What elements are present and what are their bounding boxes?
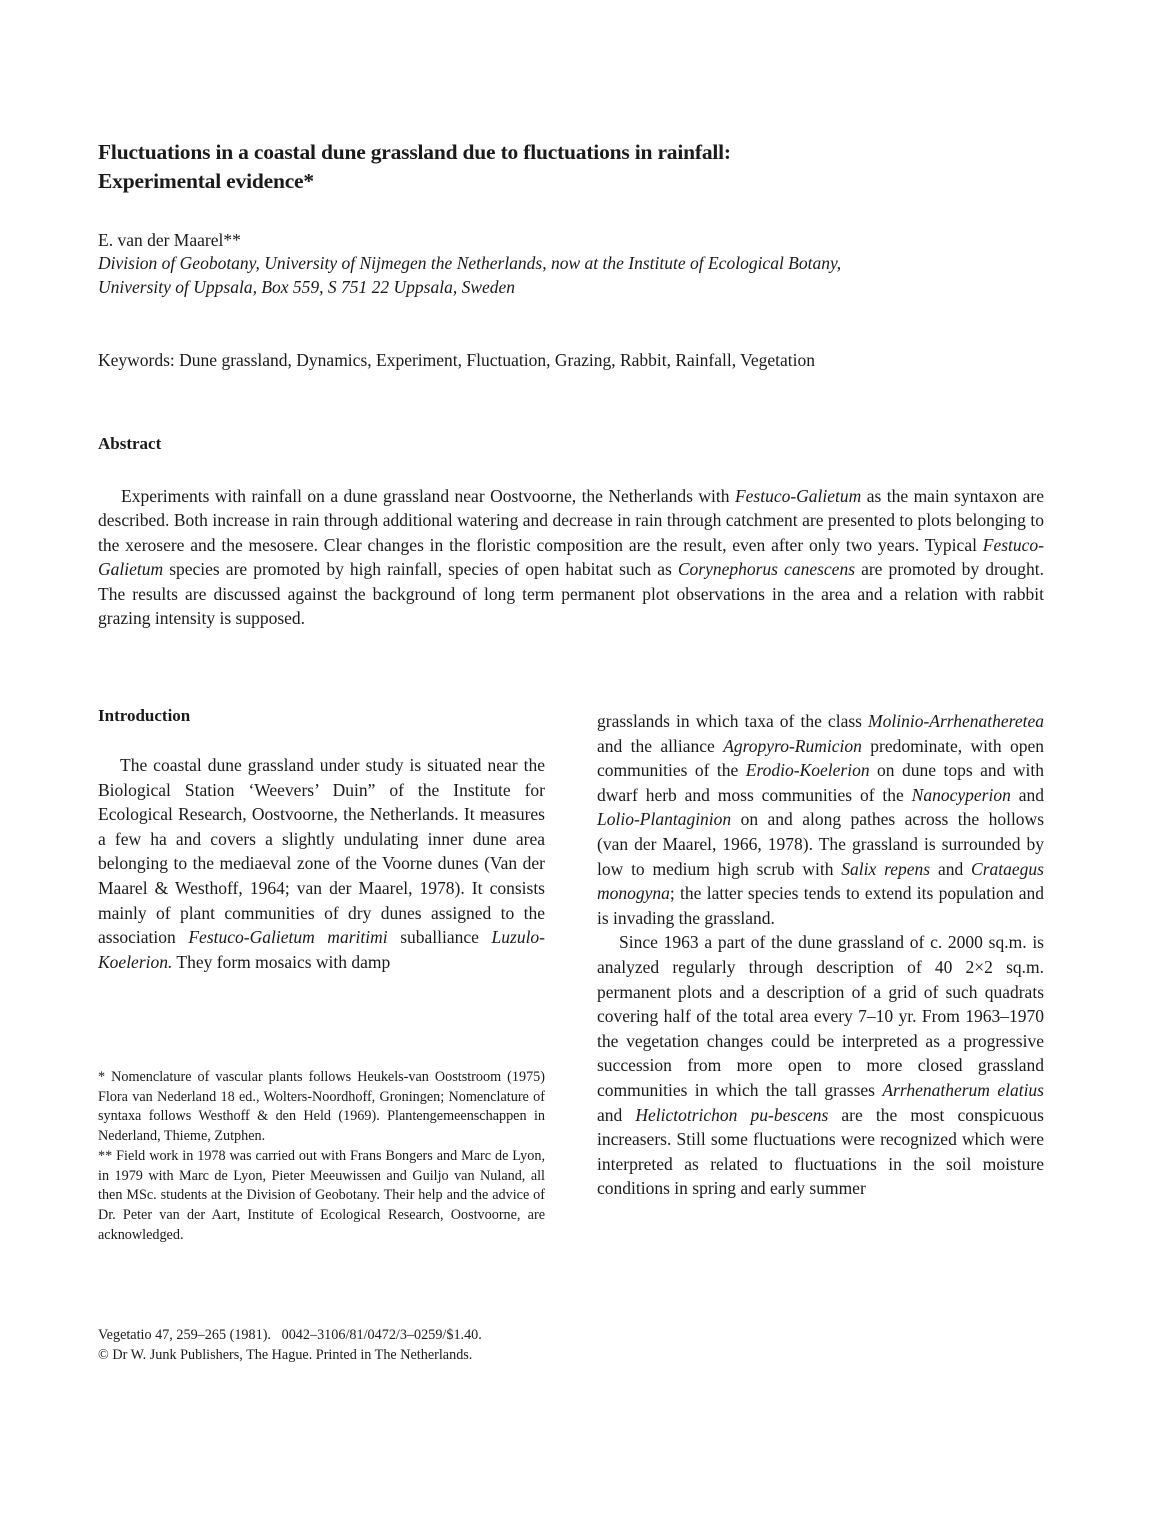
paper-title [98,138,1058,196]
abstract-body [98,484,1044,630]
affiliation-line-2: University of Uppsala, Box 559, S 751 22 Uppsala, Sweden [98,277,516,297]
footnote-1: * Nomenclature of vascular plants follows Heukels-van Ooststroom (1975) Flora van Nederland 18 ed., Wolters-Noordhoff, Groningen; Nomenclature of syntaxa follows Westhoff & den Held (1969). Plantengemeenschappen in Nederland, Thieme, Zutphen. [98,1069,545,1145]
title-line-1: Fluctuations in a coastal dune grassland due to fluctuations in rainfall: [98,140,731,164]
introduction-paragraph-1-continued: grasslands in which taxa of the class Molinio-Arrhenatheretea and the alliance Agropyro-Rumicion predominate, with open communities of the Erodio-Koelerion on dune tops and with dwarf herb and moss communities of the Nanocyperion and Lolio-Plantaginion on and along pathes across the hollows (van der Maarel, 1966, 1978). The grassland is surrounded by low to medium high scrub with Salix repens and Crataegus monogyna; the latter species tends to extend its population and is invading the grassland. [597,711,1044,928]
affiliation [98,251,1078,299]
author: E. van der Maarel** [98,230,241,250]
copyright-line: © Dr W. Junk Publishers, The Hague. Printed in The Netherlands. [98,1347,473,1363]
introduction-paragraph-1: The coastal dune grassland under study is situated near the Biological Station ‘Weevers’ Duin” of the Institute for Ecological Research, Oostvoorne, the Netherlands. It measures a few ha and covers a slightly undulating inner dune area belonging to the mediaeval zone of the Voorne dunes (Van der Maarel & Westhoff, 1964; van der Maarel, 1978). It consists mainly of plant communities of dry dunes assigned to the association Festuco-Galietum maritimi suballiance Luzulo-Koelerion. They form mosaics with damp [98,755,546,972]
footnote-2: ** Field work in 1978 was carried out with Frans Bongers and Marc de Lyon, in 1979 with Marc de Lyon, Pieter Meeuwissen and Guiljo van Nuland, all then MSc. students at the Division of Geobotany. Their help and the advice of Dr. Peter van der Aart, Institute of Ecological Research, Oostvoorne, are acknowledged. [98,1147,545,1243]
citation-line: Vegetatio 47, 259–265 (1981). 0042–3106/81/0472/3–0259/$1.40. [98,1327,482,1343]
introduction-right-column [597,709,1044,1201]
introduction-heading: Introduction [98,706,191,725]
affiliation-line-1: Division of Geobotany, University of Nijmegen the Netherlands, now at the Institute of Ecological Botany, [98,253,842,273]
keywords: Keywords: Dune grassland, Dynamics, Experiment, Fluctuation, Grazing, Rabbit, Rainfall, Vegetation [98,350,816,370]
footnotes [98,1068,545,1245]
introduction-paragraph-2: Since 1963 a part of the dune grassland of c. 2000 sq.m. is analyzed regularly through description of 40 2×2 sq.m. permanent plots and a description of a grid of such quadrats covering half of the total area every 7–10 yr. From 1963–1970 the vegetation changes could be interpreted as a progressive succession from more open to more closed grassland communities in which the tall grasses Arrhenatherum elatius and Helictotrichon pu-bescens are the most conspicuous increasers. Still some fluctuations were recognized which were interpreted as related to fluctuations in the soil moisture conditions in spring and early summer [597,932,1044,1199]
introduction-left-column [98,753,545,974]
abstract-heading: Abstract [98,434,162,453]
abstract-paragraph: Experiments with rainfall on a dune grassland near Oostvoorne, the Netherlands with Festuco-Galietum as the main syntaxon are described. Both increase in rain through additional watering and decrease in rain through catchment are presented to plots belonging to the xerosere and the mesosere. Clear changes in the floristic composition are the result, even after only two years. Typical Festuco-Galietum species are promoted by high rainfall, species of open habitat such as Corynephorus canescens are promoted by drought. The results are discussed against the background of long term permanent plot observations in the area and a relation with rabbit grazing intensity is supposed. [98,486,1045,629]
title-line-2: Experimental evidence* [98,169,314,193]
journal-imprint [98,1325,482,1365]
